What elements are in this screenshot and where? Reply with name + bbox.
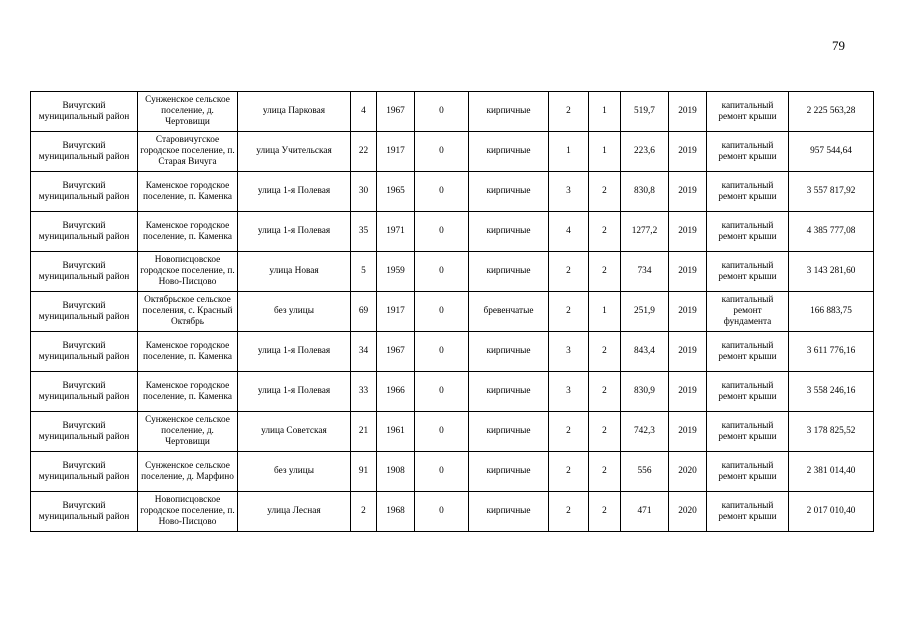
- cell-work-type: капитальный ремонт крыши: [707, 372, 789, 412]
- cell-repair-year: 2019: [669, 372, 707, 412]
- cell-build-year: 1971: [377, 212, 415, 252]
- cell-street: улица 1-я Полевая: [238, 212, 351, 252]
- cell-entrances: 2: [589, 172, 621, 212]
- cell-col-zero: 0: [415, 412, 469, 452]
- cell-cost: 3 178 825,52: [789, 412, 874, 452]
- cell-house-number: 35: [351, 212, 377, 252]
- cell-district: Вичугский муниципальный район: [31, 412, 138, 452]
- cell-entrances: 2: [589, 492, 621, 532]
- cell-build-year: 1967: [377, 332, 415, 372]
- cell-area: 1277,2: [621, 212, 669, 252]
- cell-cost: 3 143 281,60: [789, 252, 874, 292]
- cell-build-year: 1917: [377, 292, 415, 332]
- cell-build-year: 1967: [377, 92, 415, 132]
- cell-area: 471: [621, 492, 669, 532]
- cell-house-number: 21: [351, 412, 377, 452]
- cell-floors: 2: [549, 492, 589, 532]
- cell-district: Вичугский муниципальный район: [31, 132, 138, 172]
- cell-area: 519,7: [621, 92, 669, 132]
- cell-repair-year: 2019: [669, 292, 707, 332]
- cell-house-number: 5: [351, 252, 377, 292]
- table-row: [31, 212, 874, 252]
- cell-district: Вичугский муниципальный район: [31, 212, 138, 252]
- cell-settlement: Сунженское сельское поселение, д. Чертовищи: [138, 412, 238, 452]
- cell-col-zero: 0: [415, 452, 469, 492]
- cell-house-number: 4: [351, 92, 377, 132]
- cell-street: улица 1-я Полевая: [238, 332, 351, 372]
- table-row: [31, 132, 874, 172]
- cell-repair-year: 2019: [669, 92, 707, 132]
- cell-work-type: капитальный ремонт крыши: [707, 172, 789, 212]
- cell-settlement: Новописцовское городское поселение, п. Ново-Писцово: [138, 252, 238, 292]
- cell-entrances: 1: [589, 92, 621, 132]
- cell-col-zero: 0: [415, 492, 469, 532]
- cell-work-type: капитальный ремонт крыши: [707, 492, 789, 532]
- cell-area: 742,3: [621, 412, 669, 452]
- cell-build-year: 1965: [377, 172, 415, 212]
- cell-street: улица 1-я Полевая: [238, 372, 351, 412]
- cell-wall-material: кирпичные: [469, 492, 549, 532]
- cell-wall-material: кирпичные: [469, 252, 549, 292]
- cell-build-year: 1917: [377, 132, 415, 172]
- table-row: [31, 492, 874, 532]
- cell-wall-material: кирпичные: [469, 332, 549, 372]
- cell-col-zero: 0: [415, 212, 469, 252]
- cell-settlement: Каменское городское поселение, п. Каменка: [138, 372, 238, 412]
- cell-floors: 3: [549, 372, 589, 412]
- cell-settlement: Сунженское сельское поселение, д. Чертовищи: [138, 92, 238, 132]
- cell-wall-material: кирпичные: [469, 92, 549, 132]
- cell-build-year: 1968: [377, 492, 415, 532]
- cell-cost: 2 225 563,28: [789, 92, 874, 132]
- cell-street: улица 1-я Полевая: [238, 172, 351, 212]
- housing-repair-table: [30, 91, 874, 532]
- cell-work-type: капитальный ремонт фундамента: [707, 292, 789, 332]
- cell-house-number: 22: [351, 132, 377, 172]
- cell-entrances: 2: [589, 412, 621, 452]
- cell-entrances: 1: [589, 292, 621, 332]
- table-row: [31, 92, 874, 132]
- cell-col-zero: 0: [415, 292, 469, 332]
- cell-district: Вичугский муниципальный район: [31, 492, 138, 532]
- cell-district: Вичугский муниципальный район: [31, 452, 138, 492]
- cell-repair-year: 2019: [669, 332, 707, 372]
- cell-floors: 2: [549, 92, 589, 132]
- cell-repair-year: 2020: [669, 452, 707, 492]
- cell-work-type: капитальный ремонт крыши: [707, 92, 789, 132]
- cell-house-number: 34: [351, 332, 377, 372]
- cell-cost: 4 385 777,08: [789, 212, 874, 252]
- cell-entrances: 2: [589, 372, 621, 412]
- cell-work-type: капитальный ремонт крыши: [707, 332, 789, 372]
- cell-street: улица Лесная: [238, 492, 351, 532]
- table-row: [31, 372, 874, 412]
- cell-settlement: Каменское городское поселение, п. Каменка: [138, 332, 238, 372]
- table-row: [31, 412, 874, 452]
- cell-cost: 3 558 246,16: [789, 372, 874, 412]
- cell-floors: 1: [549, 132, 589, 172]
- cell-work-type: капитальный ремонт крыши: [707, 212, 789, 252]
- cell-district: Вичугский муниципальный район: [31, 252, 138, 292]
- cell-street: улица Новая: [238, 252, 351, 292]
- cell-area: 830,8: [621, 172, 669, 212]
- cell-wall-material: кирпичные: [469, 412, 549, 452]
- cell-build-year: 1961: [377, 412, 415, 452]
- cell-district: Вичугский муниципальный район: [31, 292, 138, 332]
- cell-repair-year: 2019: [669, 212, 707, 252]
- cell-street: без улицы: [238, 292, 351, 332]
- cell-floors: 4: [549, 212, 589, 252]
- cell-settlement: Старовичугское городское поселение, п. Старая Вичуга: [138, 132, 238, 172]
- cell-house-number: 69: [351, 292, 377, 332]
- cell-entrances: 2: [589, 452, 621, 492]
- cell-area: 556: [621, 452, 669, 492]
- cell-area: 734: [621, 252, 669, 292]
- cell-repair-year: 2019: [669, 172, 707, 212]
- cell-cost: 957 544,64: [789, 132, 874, 172]
- cell-entrances: 2: [589, 332, 621, 372]
- cell-entrances: 1: [589, 132, 621, 172]
- cell-floors: 2: [549, 252, 589, 292]
- table-row: [31, 332, 874, 372]
- cell-district: Вичугский муниципальный район: [31, 92, 138, 132]
- cell-cost: 166 883,75: [789, 292, 874, 332]
- cell-floors: 2: [549, 412, 589, 452]
- cell-build-year: 1908: [377, 452, 415, 492]
- table-row: [31, 252, 874, 292]
- cell-district: Вичугский муниципальный район: [31, 332, 138, 372]
- cell-col-zero: 0: [415, 372, 469, 412]
- cell-area: 251,9: [621, 292, 669, 332]
- cell-area: 223,6: [621, 132, 669, 172]
- cell-work-type: капитальный ремонт крыши: [707, 412, 789, 452]
- cell-area: 843,4: [621, 332, 669, 372]
- cell-wall-material: кирпичные: [469, 212, 549, 252]
- cell-repair-year: 2020: [669, 492, 707, 532]
- cell-floors: 3: [549, 172, 589, 212]
- cell-repair-year: 2019: [669, 252, 707, 292]
- cell-house-number: 33: [351, 372, 377, 412]
- cell-wall-material: кирпичные: [469, 132, 549, 172]
- cell-area: 830,9: [621, 372, 669, 412]
- cell-build-year: 1959: [377, 252, 415, 292]
- cell-settlement: Новописцовское городское поселение, п. Ново-Писцово: [138, 492, 238, 532]
- cell-repair-year: 2019: [669, 412, 707, 452]
- cell-work-type: капитальный ремонт крыши: [707, 132, 789, 172]
- cell-build-year: 1966: [377, 372, 415, 412]
- cell-work-type: капитальный ремонт крыши: [707, 252, 789, 292]
- cell-cost: 2 381 014,40: [789, 452, 874, 492]
- cell-street: улица Советская: [238, 412, 351, 452]
- cell-cost: 3 557 817,92: [789, 172, 874, 212]
- cell-street: без улицы: [238, 452, 351, 492]
- cell-settlement: Октябрьское сельское поселения, с. Красный Октябрь: [138, 292, 238, 332]
- cell-work-type: капитальный ремонт крыши: [707, 452, 789, 492]
- table-row: [31, 292, 874, 332]
- cell-district: Вичугский муниципальный район: [31, 372, 138, 412]
- cell-house-number: 30: [351, 172, 377, 212]
- cell-wall-material: кирпичные: [469, 172, 549, 212]
- cell-cost: 2 017 010,40: [789, 492, 874, 532]
- cell-col-zero: 0: [415, 132, 469, 172]
- cell-district: Вичугский муниципальный район: [31, 172, 138, 212]
- cell-wall-material: кирпичные: [469, 372, 549, 412]
- cell-street: улица Парковая: [238, 92, 351, 132]
- table-body: [31, 92, 874, 532]
- cell-repair-year: 2019: [669, 132, 707, 172]
- page-number: 79: [832, 38, 845, 53]
- cell-settlement: Каменское городское поселение, п. Каменка: [138, 172, 238, 212]
- cell-floors: 3: [549, 332, 589, 372]
- cell-floors: 2: [549, 452, 589, 492]
- cell-settlement: Сунженское сельское поселение, д. Марфино: [138, 452, 238, 492]
- cell-col-zero: 0: [415, 92, 469, 132]
- cell-cost: 3 611 776,16: [789, 332, 874, 372]
- cell-settlement: Каменское городское поселение, п. Каменка: [138, 212, 238, 252]
- cell-house-number: 2: [351, 492, 377, 532]
- cell-entrances: 2: [589, 212, 621, 252]
- cell-col-zero: 0: [415, 252, 469, 292]
- cell-wall-material: бревенчатые: [469, 292, 549, 332]
- cell-street: улица Учительская: [238, 132, 351, 172]
- table-row: [31, 452, 874, 492]
- cell-col-zero: 0: [415, 172, 469, 212]
- table-row: [31, 172, 874, 212]
- cell-entrances: 2: [589, 252, 621, 292]
- cell-wall-material: кирпичные: [469, 452, 549, 492]
- cell-house-number: 91: [351, 452, 377, 492]
- cell-col-zero: 0: [415, 332, 469, 372]
- cell-floors: 2: [549, 292, 589, 332]
